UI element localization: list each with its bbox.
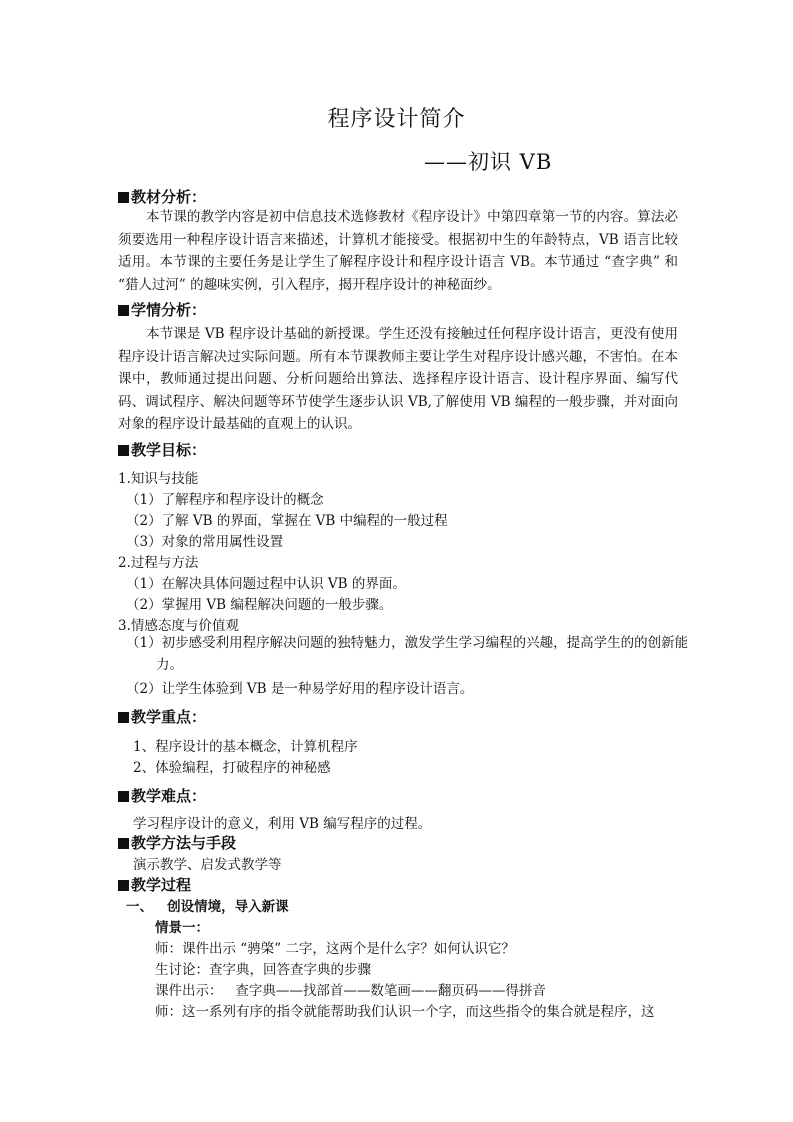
goal-1a: （1）了解程序和程序设计的概念 xyxy=(126,492,324,508)
goal-2a: （1）在解决具体问题过程中认识 VB 的界面。 xyxy=(126,576,406,592)
difficulty-text: 学习程序设计的意义，利用 VB 编写程序的过程。 xyxy=(133,816,432,832)
heading-methods: 教学方法与手段 xyxy=(118,832,236,853)
square-bullet-icon xyxy=(118,712,129,723)
para-textbook-analysis: 本节课的教学内容是初中信息技术选修教材《程序设计》中第四章第一节的内容。算法必须要选用一种程序设计语言来描述，计算机才能接受。根据初中生的年龄特点，VB 语言比较适用。本节课的主要任务是让学生了解程序设计和程序设计语言 VB。本节通过 “查字典” 和 “猎人过河” 的趣味实例，引入程序，揭开程序设计的神秘面纱。 xyxy=(118,209,678,293)
process-line-2: 生讨论：查字典，回答查字典的步骤 xyxy=(155,962,371,978)
heading-key-points: 教学重点： xyxy=(118,706,206,727)
goal-2: 2.过程与方法 xyxy=(118,555,199,571)
goal-1: 1.知识与技能 xyxy=(118,471,199,487)
heading-difficulties: 教学难点： xyxy=(118,785,206,806)
goal-3: 3.情感态度与价值观 xyxy=(118,618,239,634)
heading-process: 教学过程 xyxy=(118,874,191,895)
heading-teaching-goals: 教学目标： xyxy=(118,439,206,460)
doc-subtitle: ——初识 VB xyxy=(424,150,553,174)
methods-text: 演示教学、启发式教学等 xyxy=(133,857,282,873)
square-bullet-icon xyxy=(118,305,129,316)
goal-1b: （2）了解 VB 的界面，掌握在 VB 中编程的一般过程 xyxy=(126,513,448,529)
square-bullet-icon xyxy=(118,192,129,203)
square-bullet-icon xyxy=(118,838,129,849)
process-line-3: 课件出示： 查字典——找部首——数笔画——翻页码——得拼音 xyxy=(155,983,546,999)
doc-title: 程序设计简介 xyxy=(327,107,466,132)
process-step-1: 一、 创设情境，导入新课 xyxy=(126,899,289,915)
square-bullet-icon xyxy=(118,791,129,802)
heading-textbook-analysis: 教材分析： xyxy=(118,186,206,207)
heading-student-analysis: 学情分析： xyxy=(118,299,206,320)
key-point-1: 1、程序设计的基本概念，计算机程序 xyxy=(133,739,358,755)
square-bullet-icon xyxy=(118,880,129,891)
goal-1c: （3）对象的常用属性设置 xyxy=(126,534,284,550)
key-point-2: 2、体验编程，打破程序的神秘感 xyxy=(133,760,331,776)
square-bullet-icon xyxy=(118,445,129,456)
goal-2b: （2）掌握用 VB 编程解决问题的一般步骤。 xyxy=(126,597,393,613)
goal-3a: （1）初步感受利用程序解决问题的独特魅力，激发学生学习编程的兴趣，提高学生的的创新能力。 xyxy=(126,635,689,673)
para-student-analysis: 本节课是 VB 程序设计基础的新授课。学生还没有接触过任何程序设计语言，更没有使用程序设计语言解决过实际问题。所有本节课教师主要让学生对程序设计感兴趣，不害怕。在本课中，教师通过提出问题、分析问题给出算法、选择程序设计语言、设计程序界面、编写代码、调试程序、解决问题等环节使学生逐步认识 VB,了解使用 VB 编程的一般步骤，并对面向对象的程序设计最基础的直观上的认识。 xyxy=(118,326,678,432)
process-line-4: 师：这一系列有序的指令就能帮助我们认识一个字，而这些指令的集合就是程序，这 xyxy=(155,1004,655,1020)
goal-3b: （2）让学生体验到 VB 是一种易学好用的程序设计语言。 xyxy=(126,681,474,697)
process-scene-1: 情景一： xyxy=(155,920,209,936)
process-line-1: 师：课件出示 “骋棨” 二字，这两个是什么字？如何认识它？ xyxy=(155,941,515,957)
